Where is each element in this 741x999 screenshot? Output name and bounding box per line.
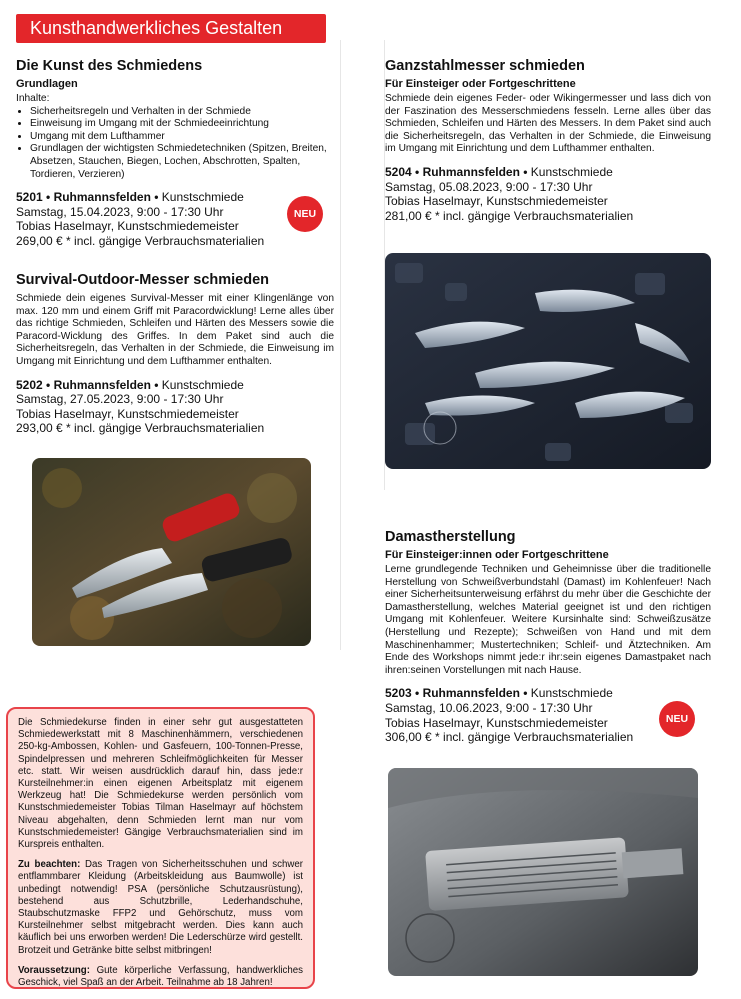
course-card-5204 <box>385 57 711 223</box>
course-title: Die Kunst des Schmiedens <box>16 58 203 74</box>
course-location-type: Kunstschmiede <box>158 377 244 392</box>
requirement-text: Gute körperliche Verfassung, handwerkliches Geschick, viel Spaß an der Arbeit. Teilnahme ab 18 Jahren! <box>18 964 303 989</box>
course-teacher: Tobias Haselmayr, Kunstschmiedemeister <box>16 406 239 421</box>
new-badge: NEU <box>287 196 323 232</box>
course-title: Survival-Outdoor-Messer schmieden <box>16 272 270 288</box>
course-date: Samstag, 27.05.2023, 9:00 - 17:30 Uhr <box>16 392 224 407</box>
requirement-note <box>18 965 303 989</box>
column-divider <box>340 40 341 650</box>
course-location-type: Kunstschmiede <box>527 164 613 179</box>
survival-knife-photo <box>32 458 311 646</box>
course-code: 5203 • Ruhmannsfelden • <box>385 686 528 701</box>
course-date: Samstag, 15.04.2023, 9:00 - 17:30 Uhr <box>16 204 224 219</box>
course-details <box>16 378 334 436</box>
course-title: Damastherstellung <box>385 529 516 545</box>
course-teacher: Tobias Haselmayr, Kunstschmiedemeister <box>16 219 239 234</box>
course-description: Schmiede dein eigenes Survival-Messer mit einer Klingenlänge von max. 120 mm und einem Griff mit Paracordwicklung! Lerne alles über das richtige Schmieden, Schleifen und Härten des Messers sowie die Paracord-Wicklung des Griffes. In dem Paket sind auch die Sicherheitsregeln, das Verhalten in der Schmiede, die Einweisung im Umgang mit Einrichtung und dem Lufthammer enthalten. <box>16 293 334 367</box>
forged-knives-image <box>385 253 711 469</box>
requirement-label: Voraussetzung: <box>18 964 90 976</box>
safety-note-label: Zu beachten: <box>18 859 81 871</box>
course-details <box>16 190 334 248</box>
course-code: 5201 • Ruhmannsfelden • <box>16 190 159 205</box>
course-price: 281,00 € * incl. gängige Verbrauchsmaterialien <box>385 208 634 223</box>
survival-knife-image <box>32 458 311 646</box>
course-code: 5204 • Ruhmannsfelden • <box>385 164 528 179</box>
section-banner: Kunsthandwerkliches Gestalten <box>16 14 326 43</box>
course-card-5202 <box>16 271 334 436</box>
course-teacher: Tobias Haselmayr, Kunstschmiedemeister <box>385 194 608 209</box>
list-item: • Sicherheitsregeln und Verhalten in der Schmiede <box>30 106 334 119</box>
forged-knives-photo <box>385 253 711 469</box>
info-paragraph: Die Schmiedekurse finden in einer sehr gut ausgestatteten Schmiedewerkstatt mit 8 Maschinenhämmern, verschiedenen 250-kg-Ambossen, Kohlen- und Gasfeuern, 100-Tonnen-Presse, Spindelpressen und mehreren Schleifmöglichkeiten für Messer etc. statt. Wir weisen ausdrücklich darauf hin, dass jede:r Kursteilnehmer:in einen eigenen Arbeitsplatz mit eigenem Werkzeug hat! Die Schmiedekurse werden persönlich vom Kunstschmiedemeister Tobias Tilman Haselmayr auf höchstem Niveau abgehalten, denn Schmieden lernt man nur vom Kunstschmiedemeister! Gängige Verbrauchsmaterialien sind im Kurspreis enthalten. <box>18 717 303 851</box>
course-price: 269,00 € * incl. gängige Verbrauchsmaterialien <box>16 233 265 248</box>
course-price: 306,00 € * incl. gängige Verbrauchsmaterialien <box>385 730 634 745</box>
course-location-type: Kunstschmiede <box>527 686 613 701</box>
course-teacher: Tobias Haselmayr, Kunstschmiedemeister <box>385 715 608 730</box>
course-code: 5202 • Ruhmannsfelden • <box>16 377 159 392</box>
course-price: 293,00 € * incl. gängige Verbrauchsmaterialien <box>16 421 265 436</box>
damascus-billet-photo <box>388 768 698 976</box>
course-subtitle: Grundlagen <box>16 78 78 90</box>
safety-note <box>18 859 303 957</box>
course-subtitle: Für Einsteiger oder Fortgeschrittene <box>385 78 576 90</box>
course-intro: Inhalte: <box>16 93 50 104</box>
new-badge: NEU <box>659 701 695 737</box>
course-subtitle: Für Einsteiger:innen oder Fortgeschrittene <box>385 549 609 561</box>
course-details <box>385 165 711 223</box>
course-date: Samstag, 10.06.2023, 9:00 - 17:30 Uhr <box>385 700 593 715</box>
damascus-billet-image <box>388 768 698 976</box>
course-description: Schmiede dein eigenes Feder- oder Wikingermesser und lass dich von der Faszination des Messerschmiedens fesseln. Lerne alles über das Schmieden, Schleifen und Härten des Messers. In dem Paket sind auch die Sicherheitsregeln, das Verhalten in der Schmiede, die Einweisung im Umgang mit Einrichtung und dem Lufthammer enthalten. <box>385 93 711 155</box>
course-description: Lerne grundlegende Techniken und Geheimnisse über die traditionelle Herstellung von Schweißverbundstahl (Damast) im Kohlenfeuer! Nach einer Sicherheitsunterweisung erfährst du mehr über die Geschichte der Damastherstellung, welches Material geeignet ist und den richtigen Umgang mit Kohlenfeuer. Weitere Kursinhalte sind: Schweißzusätze (Herstellung und Rezepte); Schweißen von Hand und mit dem Maschinenhammer; Mustertechniken; Schleif- und Ätztechniken. Am Ende des Workshops nimmt jede:r ihr:sein eigenes Damastpaket nach ihren:seinen Vorstellungen mit nach Hause. <box>385 564 711 676</box>
course-location-type: Kunstschmiede <box>158 190 244 205</box>
course-contents-list <box>16 106 334 182</box>
list-item: • Grundlagen der wichtigsten Schmiedetechniken (Spitzen, Breiten, Absetzen, Stauchen, Biegen, Lochen, Abschrotten, Spalten, Tordieren, Verzieren) <box>30 143 334 181</box>
list-item: • Einweisung im Umgang mit der Schmiedeeinrichtung <box>30 118 334 131</box>
course-card-5201 <box>16 57 334 249</box>
safety-note-text: Das Tragen von Sicherheitsschuhen und schwer entflammbarer Kleidung (Arbeitskleidung aus Baumwolle) ist unbedingt notwendig! PSA (persönliche Schutzausrüstung), bestehend aus Schutzbrille, Lederhandschuhe, Staubschutzmaske FFP2 und Gehörschutz, muss vom Kursteilnehmer selbst mitgebracht werden. Dies kann auch käuflich bei uns erworben werden! Die Lederschürze wird gestellt. Brotzeit und Getränke bitte selbst mitbringen! <box>18 859 303 956</box>
course-title: Ganzstahlmesser schmieden <box>385 58 585 74</box>
info-box <box>6 707 315 989</box>
list-item: • Umgang mit dem Lufthammer <box>30 131 334 144</box>
course-date: Samstag, 05.08.2023, 9:00 - 17:30 Uhr <box>385 179 593 194</box>
